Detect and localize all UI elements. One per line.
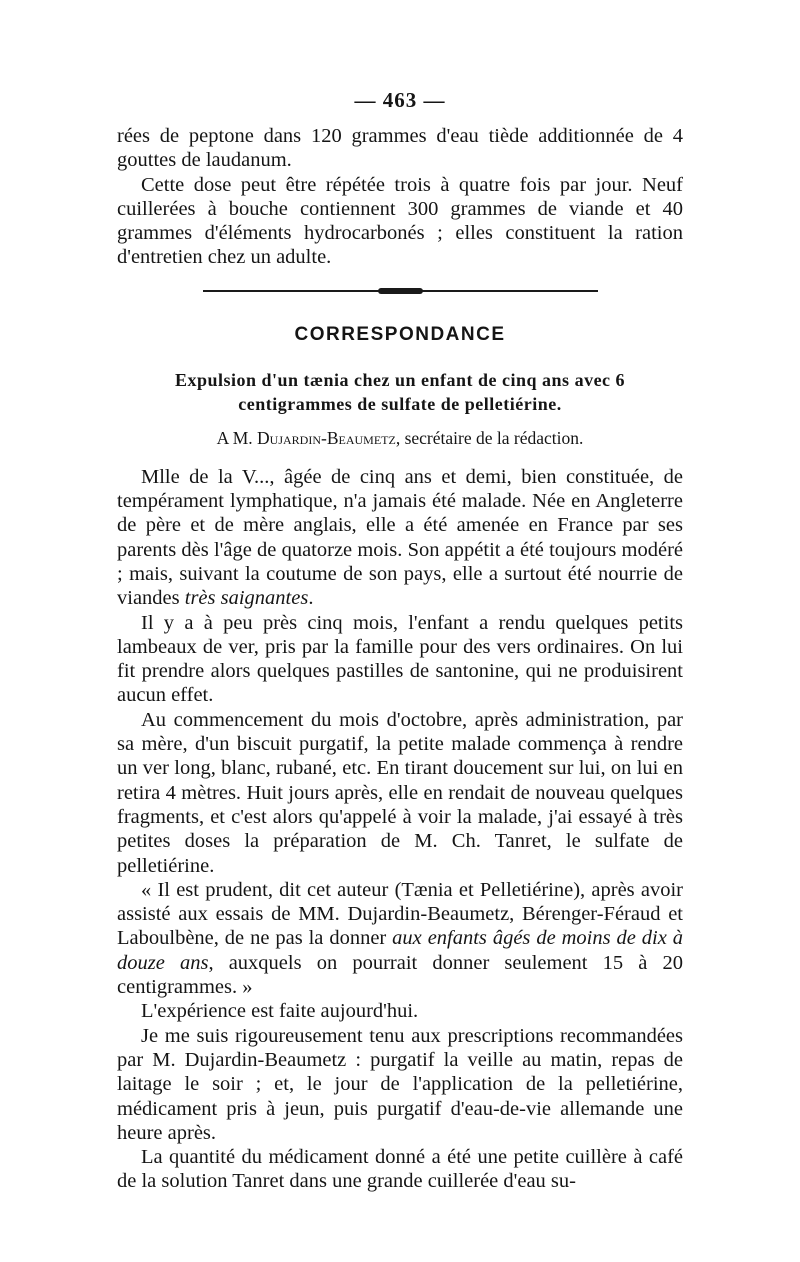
- article-body: [117, 465, 683, 1194]
- body-paragraph: [117, 1024, 683, 1145]
- paragraph-text: L'expérience est faite aujourd'hui.: [141, 1000, 419, 1023]
- body-paragraph: [117, 999, 683, 1023]
- text-column: [117, 88, 683, 1194]
- body-paragraph: [117, 611, 683, 708]
- paragraph-text: La quantité du médicament donné a été une petite cuillère à café de la solution Tanret dans une grande cuillerée d'eau su-: [117, 1146, 683, 1193]
- paragraph-text: Au commencement du mois d'octobre, après administration, par sa mère, d'un biscuit purgatif, la petite malade commença à rendre un ver long, blanc, rubané, etc. En tirant doucement sur lui, on lui en retira 4 mètres. Huit jours après, elle en rendait de nouveau quelques fragments, et c'est alors qu'appelé à voir la malade, j'ai essayé à très petites doses la préparation de M. Ch. Tanret, le sulfate de pelletiérine.: [117, 708, 683, 877]
- dedication-name: Dujardin-Beaumetz: [257, 427, 396, 448]
- paragraph-text: , auxquels on pourrait donner seulement 15 à 20 centigrammes. »: [117, 951, 683, 999]
- body-paragraph: [117, 1145, 683, 1194]
- paragraph-text: Il y a à peu près cinq mois, l'enfant a rendu quelques petits lambeaux de ver, pris par la famille pour des vers ordinaires. On lui fit prendre alors quelques pastilles de santonine, qui ne produisirent aucun effet.: [117, 611, 683, 707]
- section-divider: [203, 290, 598, 292]
- italic-text: très saignantes: [184, 587, 309, 610]
- article-title: Expulsion d'un tænia chez un enfant de cinq ans avec 6 centigrammes de sulfate de pelletiérine.: [174, 369, 626, 414]
- dedication-prefix: A M.: [216, 427, 258, 448]
- section-heading: CORRESPONDANCE: [294, 323, 506, 345]
- paragraph-text: .: [308, 587, 314, 610]
- paragraph-text: « Il est prudent, dit cet auteur (Tænia et Pelletiérine), après avoir assisté aux essais de MM. Dujardin-Beaumetz, Bérenger-Féraud et Laboulbène, de ne pas la donner: [117, 878, 683, 950]
- dedication-line: [117, 428, 683, 449]
- paragraph-text: Mlle de la V..., âgée de cinq ans et demi, bien constituée, de tempérament lymphatique, n'a jamais été malade. Née en Angleterre de père et de mère anglais, elle a été amenée en France par ses parents dès l'âge de quatorze mois. Son appétit a été toujours modéré ; mais, suivant la coutume de son pays, elle a surtout été nourrie de viandes: [117, 465, 683, 610]
- body-paragraph: [117, 878, 683, 999]
- italic-text: aux enfants âgés de moins de dix à douze ans: [117, 927, 683, 974]
- intro-paragraph-2: Cette dose peut être répétée trois à quatre fois par jour. Neuf cuillerées à bouche contiennent 300 grammes de viande et 40 grammes d'éléments hydrocarbonés ; elles constituent la ration d'entretien chez un adulte.: [117, 173, 683, 269]
- page-number: — 463 —: [354, 88, 446, 112]
- body-paragraph: [117, 708, 683, 878]
- paragraph-text: Je me suis rigoureusement tenu aux prescriptions recommandées par M. Dujardin-Beaumetz : purgatif la veille au matin, repas de laitage le soir ; et, le jour de l'application de la pelletiérine, médicament pris à jeun, puis purgatif d'eau-de-vie allemande une heure après.: [117, 1024, 683, 1144]
- intro-paragraph-1: rées de peptone dans 120 grammes d'eau tiède additionnée de 4 gouttes de laudanum.: [117, 125, 683, 172]
- dedication-suffix: , secrétaire de la rédaction.: [395, 427, 584, 448]
- body-paragraph: [117, 465, 683, 611]
